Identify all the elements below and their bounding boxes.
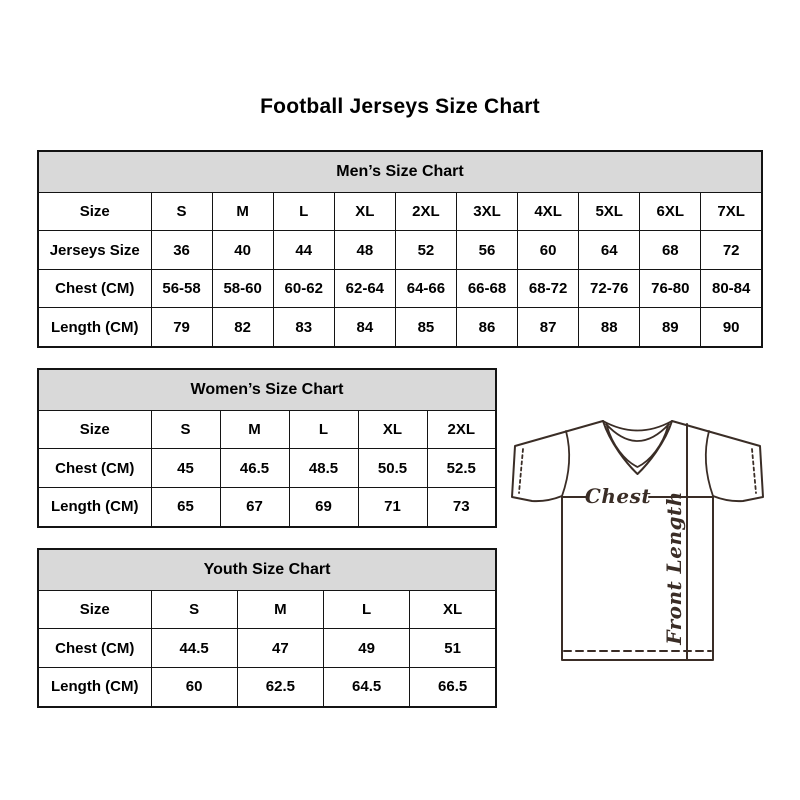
- table-cell: S: [151, 411, 220, 449]
- table-cell: 51: [410, 629, 496, 667]
- youth-table: [37, 548, 497, 708]
- table-cell: 73: [427, 487, 496, 527]
- table-header-row: [38, 369, 496, 411]
- table-cell: 64.5: [324, 667, 410, 707]
- table-row: [38, 449, 496, 487]
- womens-size-table: [37, 368, 497, 528]
- table-cell: 88: [579, 308, 640, 347]
- jersey-outline: [512, 421, 763, 660]
- front-length-label: Front Length: [662, 491, 686, 645]
- table-cell: L: [273, 193, 334, 231]
- table-cell: 40: [212, 231, 273, 269]
- row-label: Chest (CM): [38, 449, 151, 487]
- row-label: Length (CM): [38, 308, 151, 347]
- mens-table-title: Men’s Size Chart: [38, 151, 762, 193]
- table-cell: 60: [151, 667, 237, 707]
- table-cell: 2XL: [395, 193, 456, 231]
- table-cell: S: [151, 193, 212, 231]
- table-cell: S: [151, 591, 237, 629]
- table-cell: 87: [518, 308, 579, 347]
- table-cell: 80-84: [701, 269, 762, 307]
- page-title: Football Jerseys Size Chart: [260, 95, 540, 118]
- table-cell: 52.5: [427, 449, 496, 487]
- mens-size-table: [37, 150, 763, 348]
- table-cell: 82: [212, 308, 273, 347]
- womens-table-title: Women’s Size Chart: [38, 369, 496, 411]
- table-row: [38, 629, 496, 667]
- table-header-row: [38, 151, 762, 193]
- table-cell: 68: [640, 231, 701, 269]
- table-cell: 64: [579, 231, 640, 269]
- table-cell: 66-68: [456, 269, 517, 307]
- collar-top-arc: [603, 421, 672, 431]
- table-cell: 36: [151, 231, 212, 269]
- table-cell: 7XL: [701, 193, 762, 231]
- table-row: [38, 231, 762, 269]
- table-cell: 48.5: [289, 449, 358, 487]
- table-cell: 76-80: [640, 269, 701, 307]
- table-cell: 4XL: [518, 193, 579, 231]
- table-cell: 66.5: [410, 667, 496, 707]
- table-row: [38, 487, 496, 527]
- table-cell: 72: [701, 231, 762, 269]
- table-row: [38, 308, 762, 347]
- table-cell: 5XL: [579, 193, 640, 231]
- table-cell: L: [324, 591, 410, 629]
- table-cell: 58-60: [212, 269, 273, 307]
- cuff-dashed-line-right: [752, 449, 756, 493]
- chest-label: Chest: [584, 484, 652, 508]
- table-row: [38, 193, 762, 231]
- table-cell: 85: [395, 308, 456, 347]
- table-cell: 60-62: [273, 269, 334, 307]
- table-cell: XL: [410, 591, 496, 629]
- table-cell: 79: [151, 308, 212, 347]
- table-cell: 6XL: [640, 193, 701, 231]
- table-cell: 72-76: [579, 269, 640, 307]
- table-cell: 44.5: [151, 629, 237, 667]
- table-cell: 62-64: [334, 269, 395, 307]
- table-row: [38, 591, 496, 629]
- table-cell: 45: [151, 449, 220, 487]
- table-cell: 71: [358, 487, 427, 527]
- table-cell: 90: [701, 308, 762, 347]
- youth-table-title: Youth Size Chart: [38, 549, 496, 591]
- table-cell: 89: [640, 308, 701, 347]
- table-cell: 46.5: [220, 449, 289, 487]
- table-cell: 67: [220, 487, 289, 527]
- row-label: Chest (CM): [38, 629, 151, 667]
- table-cell: 2XL: [427, 411, 496, 449]
- table-cell: 68-72: [518, 269, 579, 307]
- table-cell: XL: [358, 411, 427, 449]
- table-row: [38, 667, 496, 707]
- table-cell: 56: [456, 231, 517, 269]
- youth-size-table: [37, 548, 497, 708]
- table-cell: 64-66: [395, 269, 456, 307]
- row-label: Size: [38, 411, 151, 449]
- jersey-measurement-diagram: [500, 400, 780, 680]
- table-cell: 44: [273, 231, 334, 269]
- table-cell: 3XL: [456, 193, 517, 231]
- row-label: Length (CM): [38, 667, 151, 707]
- table-row: [38, 269, 762, 307]
- table-cell: 52: [395, 231, 456, 269]
- table-cell: 49: [324, 629, 410, 667]
- armhole-seam-right: [706, 431, 713, 496]
- table-cell: L: [289, 411, 358, 449]
- table-cell: XL: [334, 193, 395, 231]
- table-cell: 69: [289, 487, 358, 527]
- row-label: Size: [38, 193, 151, 231]
- table-cell: 84: [334, 308, 395, 347]
- table-cell: 83: [273, 308, 334, 347]
- table-cell: 65: [151, 487, 220, 527]
- table-header-row: [38, 549, 496, 591]
- mens-table: [37, 150, 763, 348]
- table-cell: M: [212, 193, 273, 231]
- row-label: Length (CM): [38, 487, 151, 527]
- table-row: [38, 411, 496, 449]
- table-cell: M: [237, 591, 323, 629]
- table-cell: 60: [518, 231, 579, 269]
- table-cell: 62.5: [237, 667, 323, 707]
- row-label: Size: [38, 591, 151, 629]
- row-label: Chest (CM): [38, 269, 151, 307]
- cuff-dashed-line-left: [519, 449, 523, 493]
- armhole-seam-left: [562, 431, 569, 496]
- table-cell: M: [220, 411, 289, 449]
- womens-table: [37, 368, 497, 528]
- table-cell: 48: [334, 231, 395, 269]
- table-cell: 47: [237, 629, 323, 667]
- table-cell: 50.5: [358, 449, 427, 487]
- table-cell: 56-58: [151, 269, 212, 307]
- table-cell: 86: [456, 308, 517, 347]
- row-label: Jerseys Size: [38, 231, 151, 269]
